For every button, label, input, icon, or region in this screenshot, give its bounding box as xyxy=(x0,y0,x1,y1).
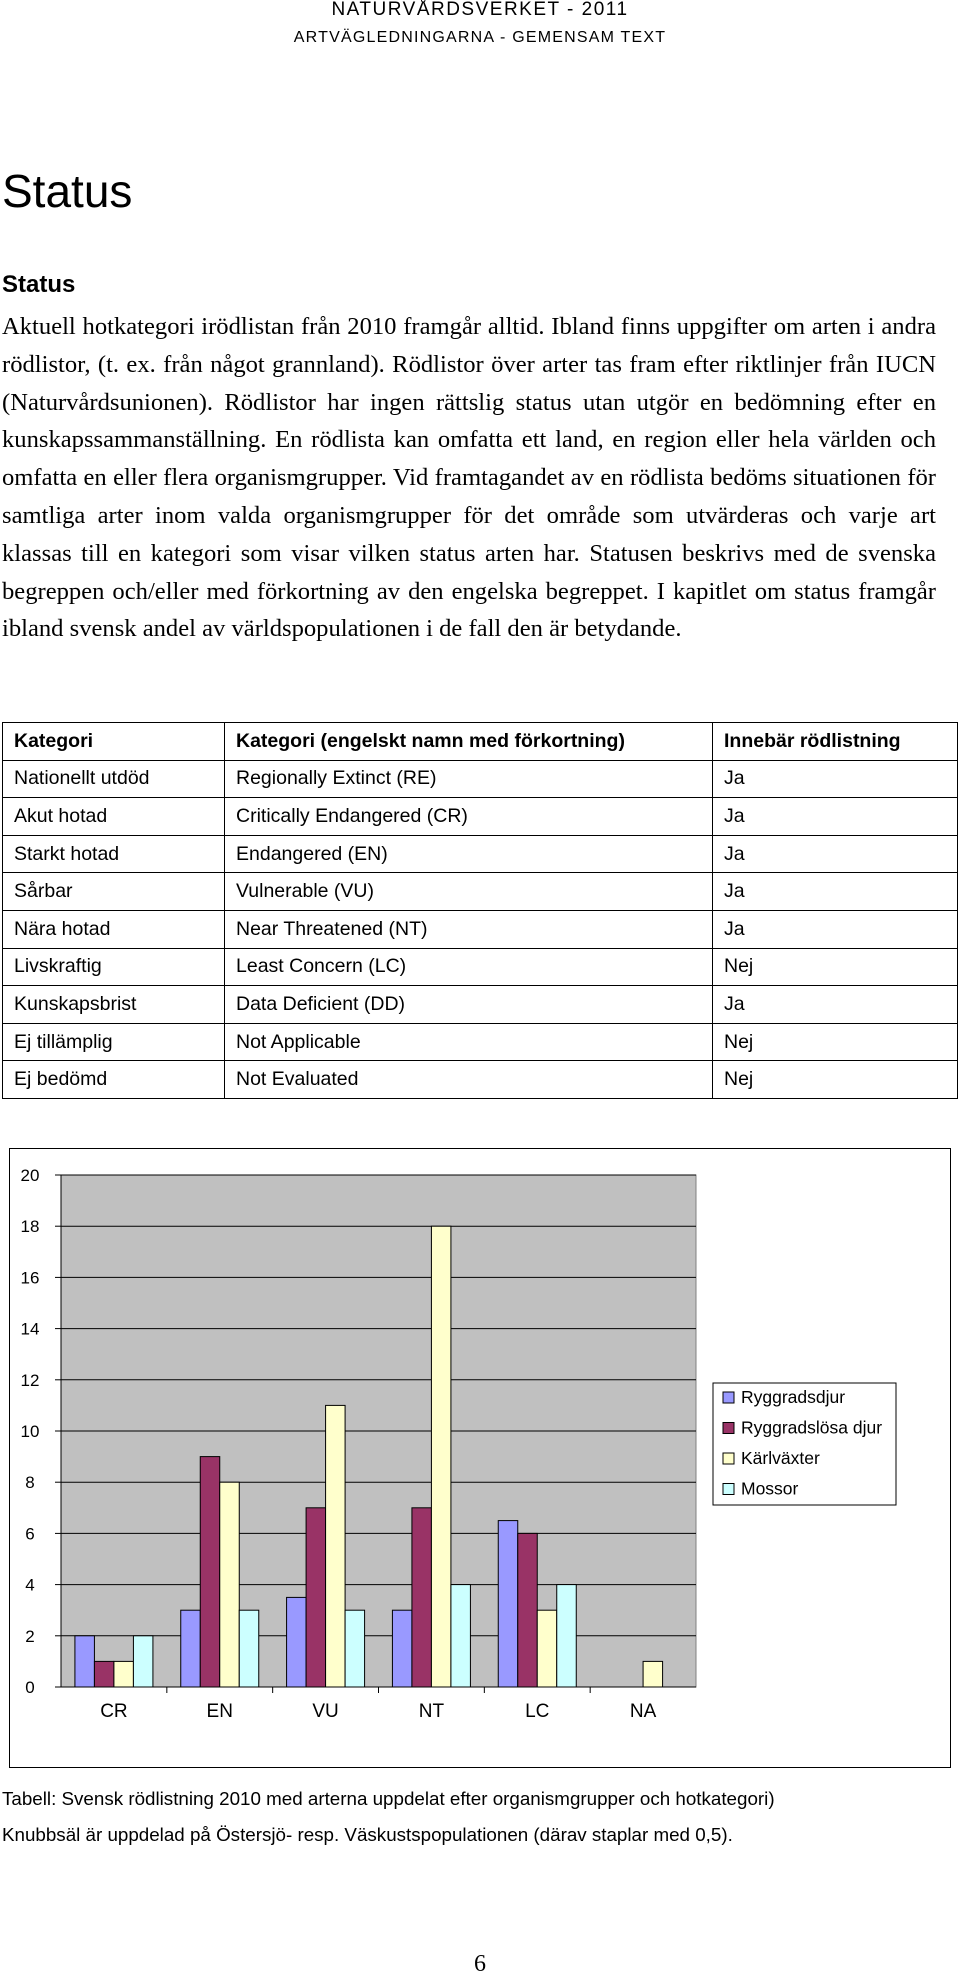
table-cell: Ja xyxy=(713,986,958,1024)
y-tick-label: 18 xyxy=(20,1217,40,1237)
table-cell: Nej xyxy=(713,1023,958,1061)
x-category-label: VU xyxy=(312,1701,339,1722)
table-cell: Critically Endangered (CR) xyxy=(225,798,713,836)
table-cell: Nationellt utdöd xyxy=(3,760,225,798)
bar-mossor xyxy=(557,1585,577,1687)
bar-ryggradsl-sa-djur xyxy=(94,1661,114,1687)
bar-mossor xyxy=(345,1610,365,1687)
table-cell: Sårbar xyxy=(3,873,225,911)
x-category-label: NT xyxy=(418,1701,445,1722)
legend-label: Ryggradsdjur xyxy=(741,1387,846,1407)
bar-ryggradsl-sa-djur xyxy=(518,1533,538,1687)
bar-k-rlv-xter xyxy=(643,1661,663,1687)
y-tick-label: 16 xyxy=(20,1268,40,1288)
table-header-cell: Kategori xyxy=(3,723,225,761)
table-row xyxy=(3,760,958,798)
table-row xyxy=(3,873,958,911)
legend-label: Kärlväxter xyxy=(741,1448,820,1468)
section-heading: Status xyxy=(2,271,76,298)
chart-note: Knubbsäl är uppdelad på Östersjö- resp. Väskustspopulationen (därav staplar med 0,5). xyxy=(2,1824,733,1845)
body-paragraph: Aktuell hotkategori irödlistan från 2010 framgår alltid. Ibland finns uppgifter om arten i andra rödlistor, (t. ex. från något grannland). Rödlistor över arter tas fram efter riktlinjer från IUCN (Naturvårdsunionen). Rödlistor har ingen rättslig status utan utgör en bedömning efter en kunskapssammanställning. En rödlista kan omfatta ett land, en region eller hela världen och omfatta en eller flera organismgrupper. Vid framtagandet av en rödlista bedöms situationen för samtliga arter inom valda organismgrupper för det område som utvärderas och varje art klassas till en kategori som visar vilken status arten har. Statusen beskrivs med de svenska begreppen och/eller med förkortning av den engelska begreppet. I kapitlet om status framgår ibland svensk andel av världspopulationen i de fall den är betydande. xyxy=(2,313,936,643)
table-cell: Nej xyxy=(713,948,958,986)
header-series: ARTVÄGLEDNINGARNA - GEMENSAM TEXT xyxy=(293,29,667,46)
bar-mossor xyxy=(133,1636,153,1687)
table-cell: Nära hotad xyxy=(3,910,225,948)
legend-label: Mossor xyxy=(741,1478,799,1499)
bar-mossor xyxy=(239,1610,259,1687)
bar-ryggradsl-sa-djur xyxy=(412,1508,432,1687)
table-header-row xyxy=(3,723,958,761)
x-category-label: EN xyxy=(206,1701,233,1722)
table-cell: Vulnerable (VU) xyxy=(225,873,713,911)
y-tick-label: 2 xyxy=(25,1626,35,1646)
table-row xyxy=(3,910,958,948)
bar-k-rlv-xter xyxy=(114,1661,133,1687)
table-row xyxy=(3,835,958,873)
bar-mossor xyxy=(451,1585,471,1687)
table-cell: Ja xyxy=(713,798,958,836)
legend-swatch xyxy=(723,1423,734,1434)
table-cell: Livskraftig xyxy=(3,948,225,986)
table-row xyxy=(3,798,958,836)
table-cell: Nej xyxy=(713,1061,958,1099)
y-tick-label: 4 xyxy=(25,1575,35,1595)
header-publisher: NATURVÅRDSVERKET - 2011 xyxy=(331,0,629,20)
table-cell: Kunskapsbrist xyxy=(3,986,225,1024)
y-tick-label: 14 xyxy=(20,1319,40,1339)
table-cell: Akut hotad xyxy=(3,798,225,836)
table-body xyxy=(3,760,958,1098)
table-cell: Ja xyxy=(713,910,958,948)
table-row xyxy=(3,1023,958,1061)
table-cell: Data Deficient (DD) xyxy=(225,986,713,1024)
y-tick-label: 8 xyxy=(25,1473,35,1493)
bar-ryggradsdjur xyxy=(498,1521,518,1687)
table-cell: Near Threatened (NT) xyxy=(225,910,713,948)
redlist-bar-chart xyxy=(9,1148,951,1768)
table-cell: Ja xyxy=(713,873,958,911)
table-header-cell: Kategori (engelskt namn med förkortning) xyxy=(225,723,713,761)
y-tick-label: 12 xyxy=(20,1370,40,1390)
bar-ryggradsl-sa-djur xyxy=(306,1508,326,1687)
table-row xyxy=(3,1061,958,1099)
table-cell: Ej tillämplig xyxy=(3,1023,225,1061)
legend-label: Ryggradslösa djur xyxy=(741,1417,883,1438)
table-row xyxy=(3,986,958,1024)
x-category-label: NA xyxy=(629,1701,657,1722)
x-category-label: LC xyxy=(525,1701,550,1722)
table-caption: Tabell: Svensk rödlistning 2010 med arterna uppdelat efter organismgrupper och hotkategori) xyxy=(2,1788,775,1809)
bar-ryggradsdjur xyxy=(287,1597,307,1687)
status-category-table xyxy=(2,722,958,1099)
legend-swatch xyxy=(723,1453,734,1464)
bar-k-rlv-xter xyxy=(326,1405,346,1687)
chart-svg xyxy=(10,1149,950,1767)
legend-swatch xyxy=(723,1484,734,1495)
bar-ryggradsdjur xyxy=(392,1610,412,1687)
page-number: 6 xyxy=(474,1951,486,1977)
table-cell: Ja xyxy=(713,760,958,798)
table-cell: Least Concern (LC) xyxy=(225,948,713,986)
page-title: Status xyxy=(2,165,133,217)
bar-k-rlv-xter xyxy=(431,1226,451,1687)
table-cell: Regionally Extinct (RE) xyxy=(225,760,713,798)
table-cell: Starkt hotad xyxy=(3,835,225,873)
table-cell: Ja xyxy=(713,835,958,873)
bar-ryggradsl-sa-djur xyxy=(200,1457,220,1687)
table-cell: Not Evaluated xyxy=(225,1061,713,1099)
bar-ryggradsdjur xyxy=(181,1610,201,1687)
y-tick-label: 0 xyxy=(25,1678,35,1697)
legend-swatch xyxy=(723,1392,734,1403)
table-header-cell: Innebär rödlistning xyxy=(713,723,958,761)
y-tick-label: 6 xyxy=(25,1524,35,1544)
table-row xyxy=(3,948,958,986)
bar-k-rlv-xter xyxy=(220,1482,240,1687)
bar-k-rlv-xter xyxy=(537,1610,557,1687)
x-category-label: CR xyxy=(100,1701,128,1722)
y-tick-label: 20 xyxy=(20,1166,40,1185)
table-cell: Not Applicable xyxy=(225,1023,713,1061)
table-cell: Endangered (EN) xyxy=(225,835,713,873)
y-tick-label: 10 xyxy=(20,1422,40,1441)
table-cell: Ej bedömd xyxy=(3,1061,225,1099)
bar-ryggradsdjur xyxy=(75,1636,95,1687)
